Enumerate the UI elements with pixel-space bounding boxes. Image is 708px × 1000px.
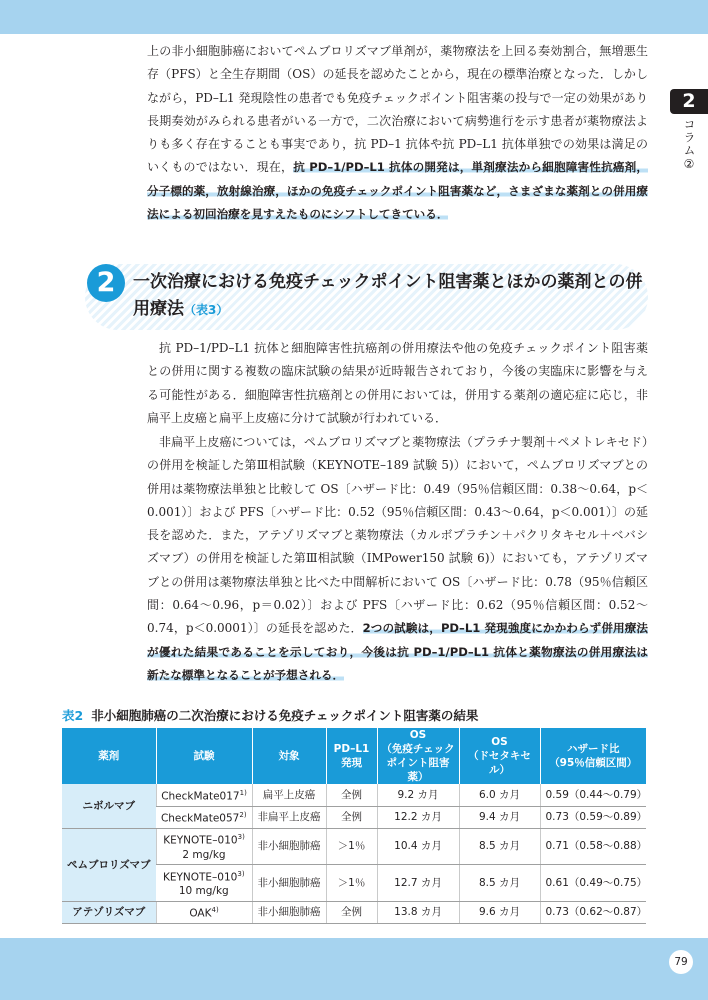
drug-cell: ニボルマブ <box>62 784 156 828</box>
table-row <box>62 828 646 864</box>
target-cell: 非小細胞肺癌 <box>252 901 326 923</box>
page-number: 79 <box>669 950 693 974</box>
chapter-label: コラム② <box>682 118 696 172</box>
section-number-badge: 2 <box>87 264 125 302</box>
pdl1-cell: 全例 <box>326 806 377 828</box>
target-cell: 非扁平上皮癌 <box>252 806 326 828</box>
target-cell: 非小細胞肺癌 <box>252 864 326 901</box>
body-paragraph-2 <box>147 431 648 687</box>
table-title: 非小細胞肺癌の二次治療における免疫チェックポイント阻害薬の結果 <box>91 708 479 723</box>
table-row <box>62 901 646 923</box>
os-doc-cell: 6.0 カ月 <box>459 784 540 806</box>
os-doc-cell: 8.5 カ月 <box>459 864 540 901</box>
body-paragraph-1: 抗 PD–1/PD–L1 抗体と細胞障害性抗癌剤の併用療法や他の免疫チェックポイント阻害薬との併用に関する複数の臨床試験の結果が近時報告されており，今後の実臨床に影響を与える可能性がある．細胞障害性抗癌剤との併用においては，併用する薬剤の適応症に応じ，非扁平上皮癌と扁平上皮癌に分けて試験が行われている． <box>147 341 648 425</box>
drug-cell: ペムブロリズマブ <box>62 828 156 901</box>
trial-cell: CheckMate017$^{1)}$ <box>156 784 252 806</box>
hr-cell: 0.59（0.44～0.79） <box>540 784 646 806</box>
table-header-row <box>62 728 646 784</box>
chapter-tab <box>670 89 708 172</box>
pdl1-cell: ＞1％ <box>326 828 377 864</box>
body-paragraph-2-text: 非扁平上皮癌については，ペムブロリズマブと薬物療法（プラチナ製剤＋ペメトレキセド）の併用を検証した第Ⅲ相試験（KEYNOTE–189 試験 5)）において，ペムブロリズマブとの併用は薬物療法単独と比較して OS〔ハザード比：0.49（95％信頼区間：0.38～0.64，p＜0.001）〕および PFS〔ハザード比：0.52（95％信頼区間：0.43～0.64，p＜0.001）〕の延長を認めた．また，アテゾリズマブと薬物療法（カルボプラチン＋パクリタキセル＋ベバシズマブ）の併用を検証した第Ⅲ相試験（IMPower150 試験 6)）においても，アテゾリズマブとの併用は薬物療法単独と比べた中間解析において OS〔ハザード比：0.78（95％信頼区間：0.64～0.96，p＝0.02）〕および PFS〔ハザード比：0.62（95％信頼区間：0.52～0.74，p＜0.0001）〕の延長を認めた． <box>147 435 648 636</box>
os-doc-cell: 8.5 カ月 <box>459 828 540 864</box>
drug-cell: アテゾリズマブ <box>62 901 156 923</box>
footer-band <box>0 938 708 1000</box>
header-pdl1: PD–L1 発現 <box>326 728 377 784</box>
trial-cell: CheckMate057$^{2)}$ <box>156 806 252 828</box>
hr-cell: 0.71（0.58～0.88） <box>540 828 646 864</box>
header-drug: 薬剤 <box>62 728 156 784</box>
header-band <box>0 0 708 34</box>
section-title-text: 一次治療における免疫チェックポイント阻害薬とほかの薬剤との併用療法 <box>133 272 643 319</box>
os-doc-cell: 9.6 カ月 <box>459 901 540 923</box>
os-icb-cell: 12.2 カ月 <box>377 806 459 828</box>
hr-cell: 0.73（0.62～0.87） <box>540 901 646 923</box>
header-os-icb: OS （免疫チェック ポイント阻害薬） <box>377 728 459 784</box>
intro-text: 上の非小細胞肺癌においてペムブロリズマブ単剤が，薬物療法を上回る奏効割合，無増悪生存（PFS）と全生存期間（OS）の延長を認めたことから，現在の標準治療となった．しかしながら，PD–L1 発現陰性の患者でも免疫チェックポイント阻害薬の投与で一定の効果があり長期奏効がみられる患者がいる一方で，二次治療において病勢進行を示す患者が薬物療法よりも多く存在することも事実であり，抗 PD–1 抗体や抗 PD–L1 抗体単独での効果は満足のいくものではない．現在， <box>147 44 648 175</box>
trial-cell: KEYNOTE–010$^{3)}$ 2 mg/kg <box>156 828 252 864</box>
table-row <box>62 784 646 806</box>
os-icb-cell: 12.7 カ月 <box>377 864 459 901</box>
trial-cell: OAK$^{4)}$ <box>156 901 252 923</box>
header-target: 対象 <box>252 728 326 784</box>
header-hazard-ratio: ハザード比 （95％信頼区間） <box>540 728 646 784</box>
os-icb-cell: 9.2 カ月 <box>377 784 459 806</box>
hr-cell: 0.73（0.59～0.89） <box>540 806 646 828</box>
pdl1-cell: ＞1％ <box>326 864 377 901</box>
hr-cell: 0.61（0.49～0.75） <box>540 864 646 901</box>
os-icb-cell: 13.8 カ月 <box>377 901 459 923</box>
section-title <box>133 269 643 324</box>
body-highlight: 2つの試験は，PD–L1 発現強度にかかわらず併用療法が優れた結果であることを示しており，今後は抗 PD–1/PD–L1 抗体と薬物療法の併用療法は新たな標準となることが予想される． <box>147 621 649 682</box>
table-caption <box>62 706 478 724</box>
trial-cell: KEYNOTE–010$^{3)}$ 10 mg/kg <box>156 864 252 901</box>
target-cell: 扁平上皮癌 <box>252 784 326 806</box>
header-os-docetaxel: OS （ドセタキセル） <box>459 728 540 784</box>
intro-highlight: 抗 PD–1/PD–L1 抗体の開発は，単剤療法から細胞障害性抗癌剤，分子標的薬，放射線治療，ほかの免疫チェックポイント阻害薬など，さまざまな薬剤との併用療法による初回治療を見すえたものにシフトしてきている． <box>147 160 648 222</box>
table-reference-link[interactable]: （表3） <box>184 303 229 317</box>
header-trial: 試験 <box>156 728 252 784</box>
os-icb-cell: 10.4 カ月 <box>377 828 459 864</box>
table-label: 表2 <box>62 708 84 723</box>
pdl1-cell: 全例 <box>326 784 377 806</box>
intro-paragraph <box>147 40 648 226</box>
chapter-number: 2 <box>670 89 708 114</box>
pdl1-cell: 全例 <box>326 901 377 923</box>
os-doc-cell: 9.4 カ月 <box>459 806 540 828</box>
results-table <box>62 728 646 924</box>
target-cell: 非小細胞肺癌 <box>252 828 326 864</box>
